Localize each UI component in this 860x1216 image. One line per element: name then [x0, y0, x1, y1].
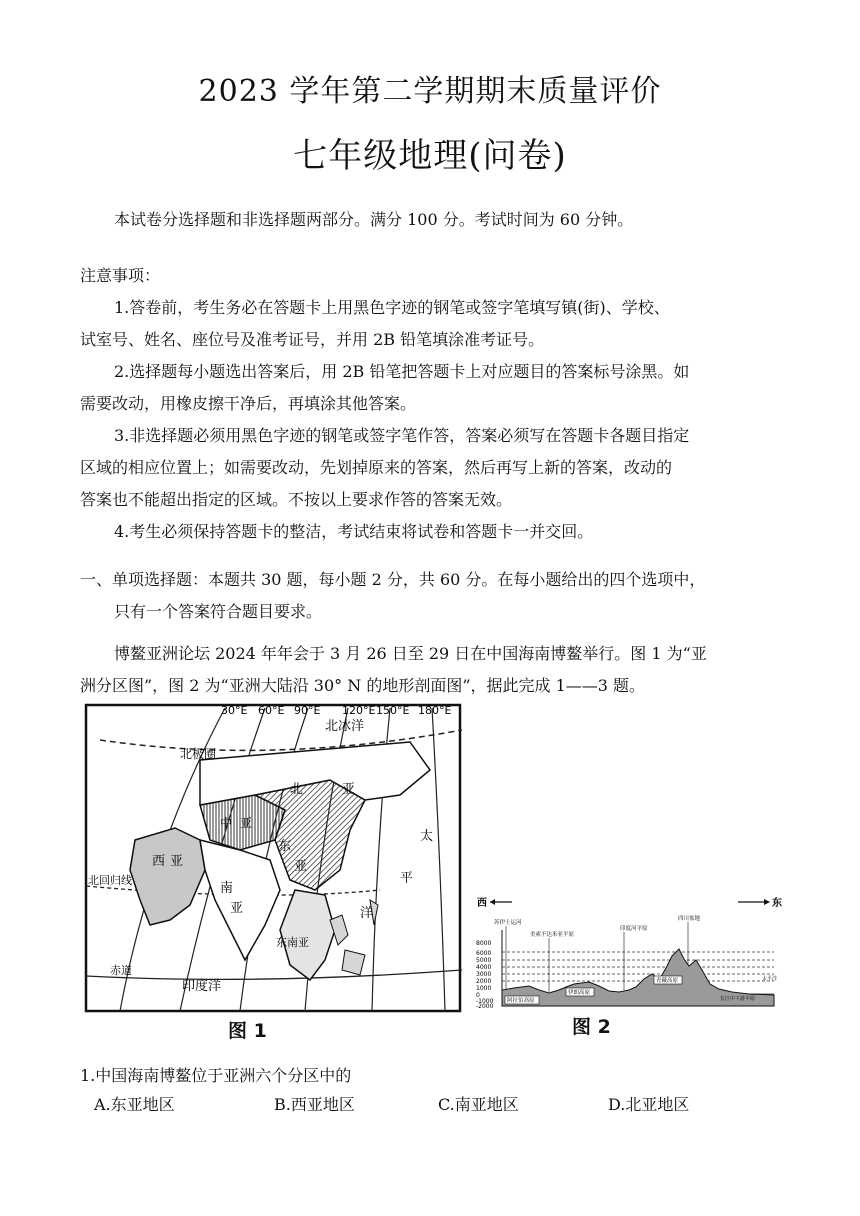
y-tick: -1000: [476, 998, 494, 1005]
label-indian-ocean: 印度洋: [182, 979, 222, 994]
label-equator: 赤道: [110, 964, 132, 977]
lon-label: 180°E: [418, 704, 452, 717]
label-mesopotamia: 美索不达米亚平原: [530, 932, 575, 938]
label-arctic-ocean: 北冰洋: [325, 719, 365, 734]
y-tick: 8000: [476, 940, 492, 947]
east-arrow-head: [764, 899, 770, 905]
west-label: 西: [477, 898, 487, 909]
label-tropic: 北回归线: [88, 874, 132, 887]
y-tick: 5000: [476, 957, 492, 964]
question-1-option-b[interactable]: B.西亚地区: [274, 1095, 355, 1114]
label-west: 西: [152, 854, 166, 869]
section-heading: 一、单项选择题：本题共 30 题，每小题 2 分，共 60 分。在每小题给出的四个选项中，: [80, 570, 706, 589]
notice-item-3-line-1: 3.非选择题必须用黑色字迹的钢笔或签字笔作答，答案必须写在答题卡各题目指定: [114, 426, 690, 445]
label-southeast: 东南亚: [276, 936, 309, 949]
notice-item-4: [80, 516, 780, 548]
notice-item-1: [80, 292, 780, 356]
notice-item-3: [80, 420, 780, 516]
lon-label: 60°E: [258, 704, 285, 717]
notice-item-1-line-2: 试室号、姓名、座位号及准考证号，并用 2B 铅笔填涂准考证号。: [80, 330, 545, 349]
figure-2-caption: 图 2: [572, 1016, 611, 1038]
y-tick: 4000: [476, 964, 492, 971]
section-heading-cont: 只有一个答案符合题目要求。: [114, 602, 323, 621]
label-south-ya: 亚: [230, 901, 244, 916]
notice-item-2: [80, 356, 780, 420]
label-east-ya: 亚: [294, 859, 308, 874]
notice-heading: 注意事项：: [80, 266, 161, 285]
context-line-2: 洲分区图”，图 2 为“亚洲大陆沿 30° N 的地形剖面图”，据此完成 1——3 题。: [80, 676, 646, 695]
label-west-ya: 亚: [170, 854, 184, 869]
label-arctic-circle: 北极圈: [180, 747, 217, 761]
question-1-stem: 1.中国海南博鳌位于亚洲六个分区中的: [80, 1066, 352, 1085]
label-pacific-ping: 平: [400, 871, 414, 886]
lon-label: 120°E: [342, 704, 376, 717]
label-north: 北: [290, 782, 304, 797]
label-indus-plain: 印度河平原: [620, 926, 648, 932]
page-subtitle: 七年级地理(问卷): [293, 136, 567, 176]
west-arrow-head: [490, 899, 495, 905]
notice-item-2-line-2: 需要改动，用橡皮擦干净后，再填涂其他答案。: [80, 394, 417, 413]
notice-item-4-line-1: 4.考生必须保持答题卡的整洁，考试结束将试卷和答题卡一并交回。: [114, 522, 594, 541]
notice-item-1-line-1: 1.答卷前，考生务必在答题卡上用黑色字迹的钢笔或签字笔填写镇(街)、学校、: [114, 298, 670, 317]
label-suez-canal: 苏伊士运河: [494, 920, 522, 926]
figure-1-caption: 图 1: [228, 1020, 267, 1042]
y-tick: 2000: [476, 978, 492, 985]
question-1-option-a[interactable]: A.东亚地区: [94, 1095, 175, 1114]
label-central: 中: [220, 816, 233, 830]
intro-text: 本试卷分选择题和非选择题两部分。满分 100 分。考试时间为 60 分钟。: [114, 210, 634, 229]
notice-item-3-line-3: 答案也不能超出指定的区域。不按以上要求作答的答案无效。: [80, 490, 513, 509]
y-tick: 3000: [476, 971, 492, 978]
lon-label: 150°E: [376, 704, 410, 717]
asia-regions-map: [80, 700, 465, 1045]
y-tick: 0: [476, 992, 480, 999]
label-pacific-yang: 洋: [360, 906, 374, 921]
label-pacific: 太平洋: [762, 976, 778, 982]
label-iran-plateau: 伊朗高原: [568, 990, 591, 996]
label-south: 南: [220, 881, 234, 896]
label-yangtze-plain: 长江中下游平原: [720, 996, 756, 1002]
label-tibet-plateau: 青藏高原: [656, 978, 679, 984]
y-tick: 1000: [476, 985, 492, 992]
label-pacific-tai: 太: [420, 829, 434, 844]
label-sichuan-basin: 四川盆地: [678, 916, 701, 922]
terrain-profile: [474, 894, 794, 1012]
lon-label: 30°E: [221, 704, 248, 717]
question-1-option-d[interactable]: D.北亚地区: [608, 1095, 690, 1114]
east-label: 东: [772, 898, 782, 909]
page-title: 2023 学年第二学期期末质量评价: [198, 74, 662, 109]
label-arabian-plateau: 阿拉伯高原: [507, 998, 535, 1004]
label-east: 东: [278, 839, 292, 854]
context-line-1: 博鳌亚洲论坛 2024 年年会于 3 月 26 日至 29 日在中国海南博鳌举行。图 1 为“亚: [114, 644, 707, 663]
y-tick: -2000: [476, 1003, 494, 1010]
notice-item-2-line-1: 2.选择题每小题选出答案后，用 2B 铅笔把答题卡上对应题目的答案标号涂黑。如: [114, 362, 690, 381]
lon-label: 90°E: [294, 704, 321, 717]
question-1-option-c[interactable]: C.南亚地区: [438, 1095, 519, 1114]
label-central-ya: 亚: [240, 816, 253, 830]
label-north-ya: 亚: [342, 782, 356, 797]
y-tick: 6000: [476, 950, 492, 957]
notice-item-3-line-2: 区域的相应位置上；如需要改动，先划掉原来的答案，然后再写上新的答案，改动的: [80, 458, 673, 477]
